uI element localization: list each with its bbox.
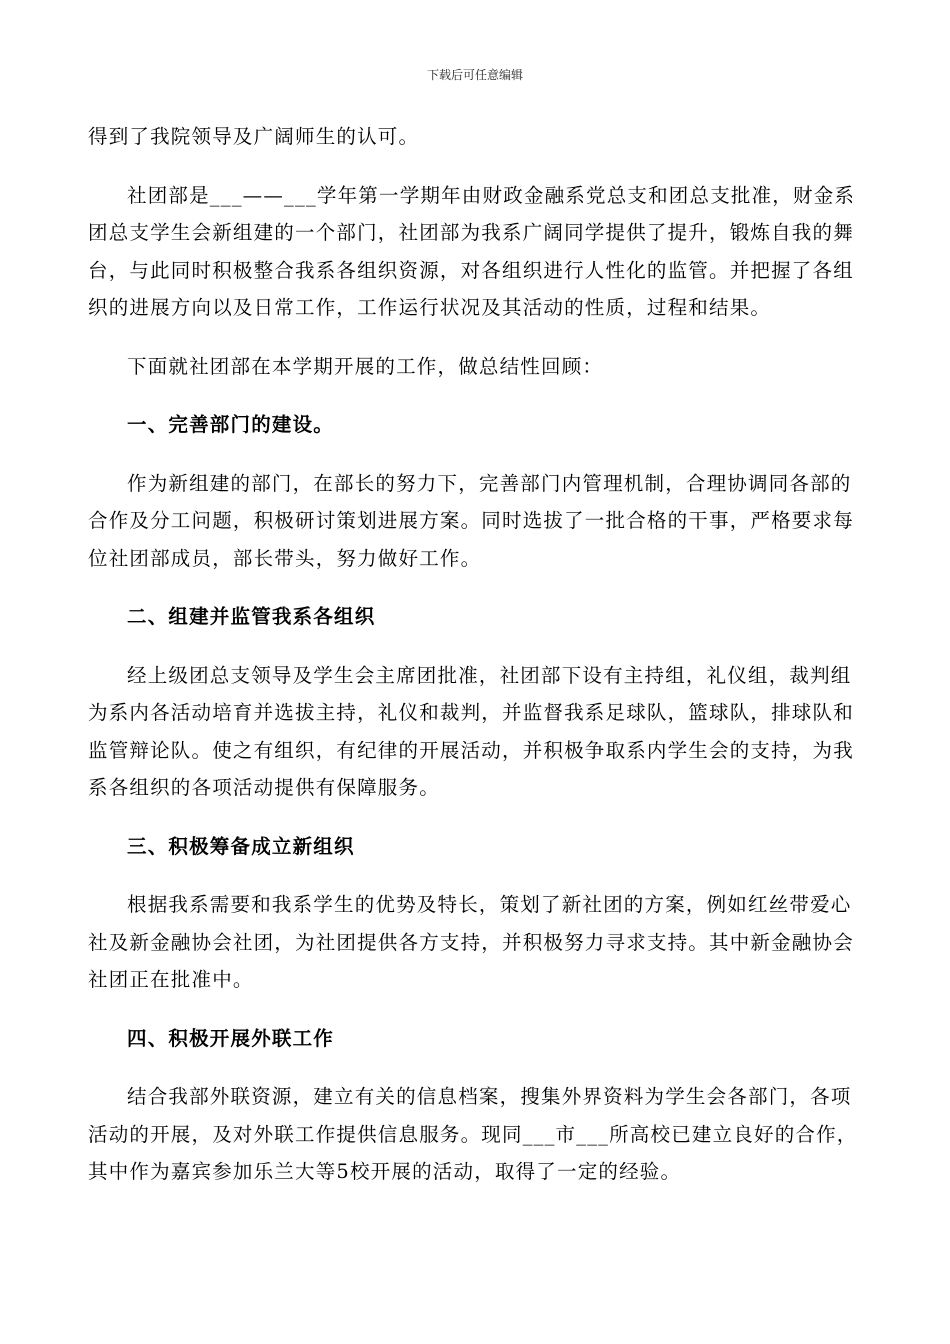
document-body [88, 118, 858, 1212]
paragraph: 得到了我院领导及广阔师生的认可。 [88, 125, 420, 148]
paragraph: 社团部是___——___学年第一学期年由财政金融系党总支和团总支批准，财金系团总支学生会新组建的一个部门，社团部为我系广阔同学提供了提升，锻炼自我的舞台，与此同时积极整合我系各组织资源，对各组织进行人性化的监管。并把握了各组织的进展方向以及日常工作，工作运行状况及其活动的性质，过程和结果。 [88, 183, 856, 319]
section-heading: 四、积极开展外联工作 [127, 1026, 335, 1050]
page-header-note: 下载后可任意编辑 [426, 68, 523, 82]
paragraph: 经上级团总支领导及学生会主席团批准，社团部下设有主持组，礼仪组，裁判组为系内各活动培育并选拔主持，礼仪和裁判，并监督我系足球队，篮球队，排球队和监管辩论队。使之有组织，有纪律的开展活动，并积极争取系内学生会的支持，为我系各组织的各项活动提供有保障服务。 [88, 663, 854, 799]
section-heading: 一、完善部门的建设。 [127, 413, 335, 436]
section-heading: 三、积极筹备成立新组织 [127, 834, 355, 858]
section-heading: 二、组建并监管我系各组织 [127, 605, 376, 628]
paragraph: 根据我系需要和我系学生的优势及特长，策划了新社团的方案，例如红丝带爱心社及新金融协会社团，为社团提供各方支持，并积极努力寻求支持。其中新金融协会社团正在批准中。 [88, 893, 854, 991]
paragraph: 作为新组建的部门，在部长的努力下，完善部门内管理机制，合理协调同各部的合作及分工问题，积极研讨策划进展方案。同时选拔了一批合格的干事，严格要求每位社团部成员，部长带头，努力做好工作。 [88, 471, 854, 570]
paragraph: 下面就社团部在本学期开展的工作，做总结性回顾： [127, 354, 604, 378]
paragraph: 结合我部外联资源，建立有关的信息档案，搜集外界资料为学生会各部门，各项活动的开展，及对外联工作提供信息服务。现同___市___所高校已建立良好的合作，其中作为嘉宾参加乐兰大等5校开展的活动，取得了一定的经验。 [88, 1085, 858, 1183]
